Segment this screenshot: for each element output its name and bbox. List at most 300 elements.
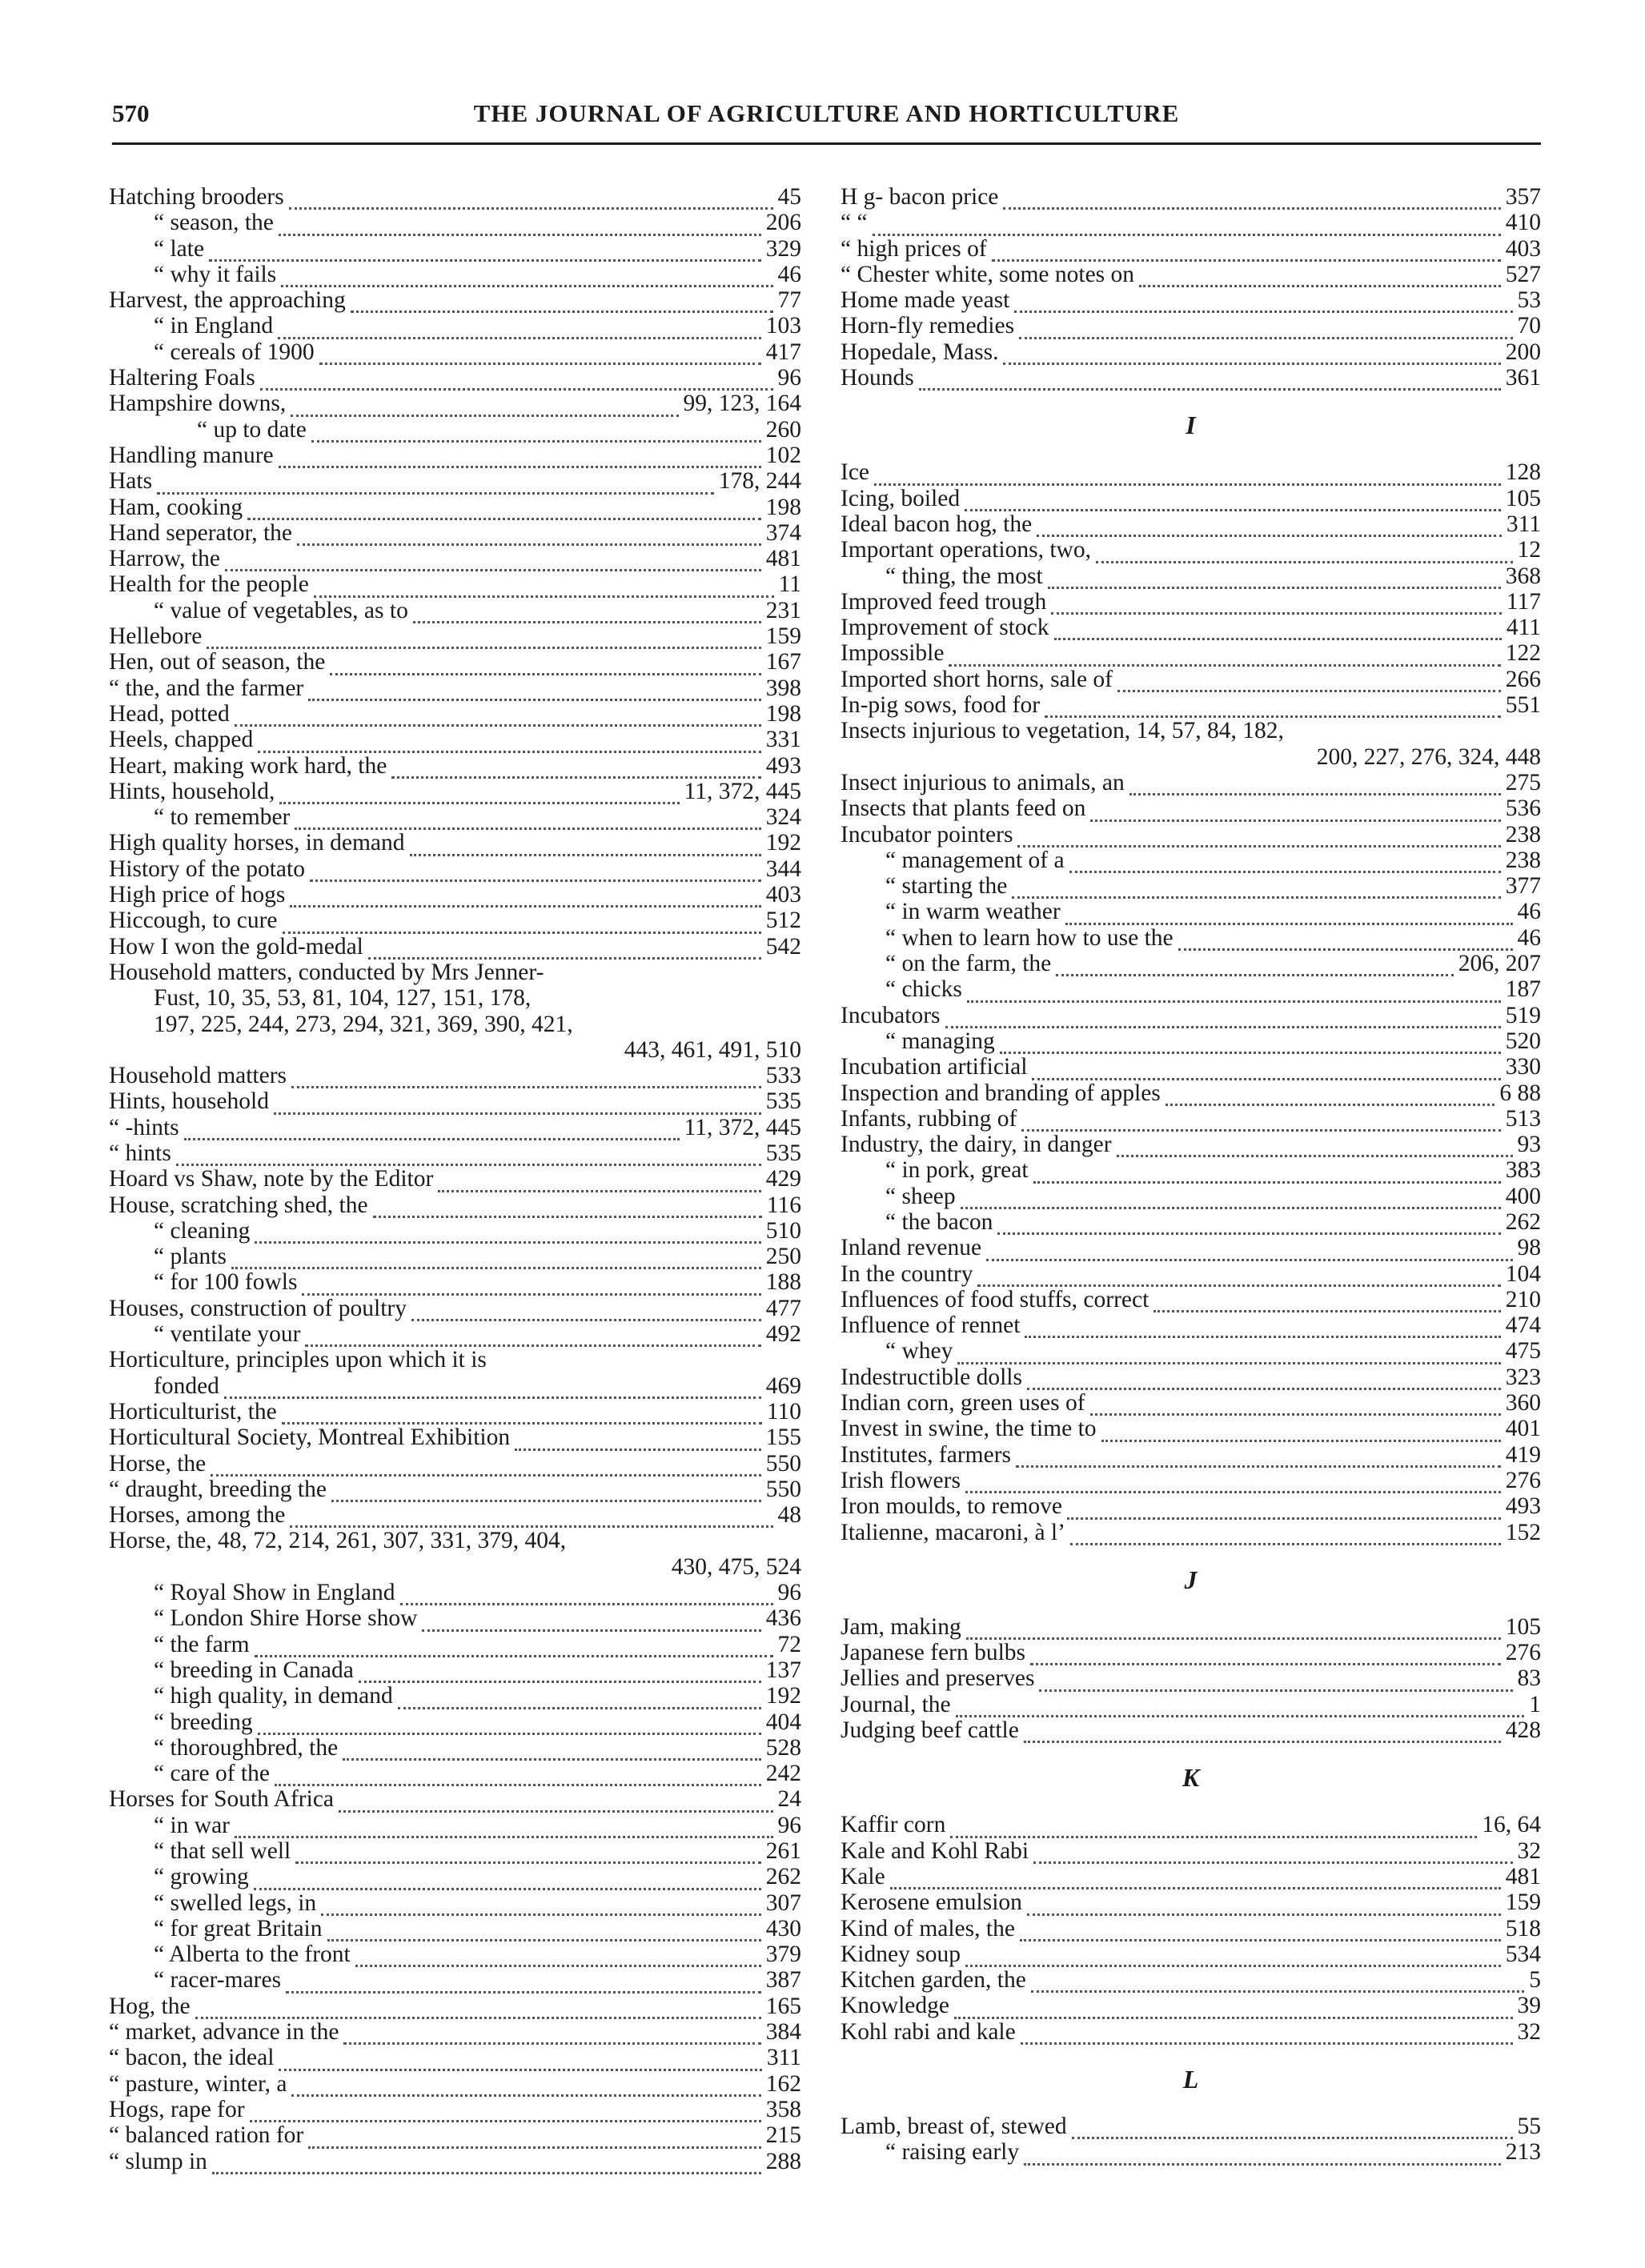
entry-text: Kidney soup (841, 1941, 961, 1967)
index-entry (109, 727, 801, 752)
entry-text: Hand seperator, the (109, 519, 292, 546)
entry-page-number: 400 (1505, 1183, 1541, 1209)
entry-page-number: 159 (765, 623, 801, 650)
index-entry (109, 701, 801, 727)
dot-leader (1017, 827, 1500, 847)
index-entry-continuation: 200, 227, 276, 324, 448 (1316, 743, 1541, 770)
index-entry (109, 365, 801, 391)
index-entry (109, 1063, 801, 1088)
entry-page-number: 46 (1517, 899, 1541, 925)
index-entry (109, 1347, 801, 1372)
entry-page-number: 96 (777, 365, 801, 391)
entry-page-number: 550 (765, 1450, 801, 1477)
entry-page-number: 165 (765, 1993, 801, 2019)
dot-leader (255, 1224, 760, 1244)
entry-page-number: 534 (1505, 1941, 1541, 1967)
index-entry (109, 2149, 801, 2174)
index-entry (841, 1080, 1541, 1106)
index-entry (841, 951, 1541, 976)
dot-leader (305, 1327, 760, 1347)
dot-leader (1054, 620, 1502, 640)
index-entry (841, 873, 1541, 899)
entry-page-number: 200 (1505, 339, 1541, 365)
dot-leader (278, 319, 761, 339)
index-entry (109, 649, 801, 675)
entry-page-number: 436 (765, 1605, 801, 1632)
index-entry (109, 1967, 801, 1993)
entry-text: In-pig sows, food for (841, 692, 1041, 719)
index-entry (109, 1683, 801, 1709)
entry-page-number: 12 (1517, 537, 1541, 563)
entry-page-number: 368 (1505, 563, 1541, 589)
index-entry (841, 459, 1541, 485)
entry-text: Heels, chapped (109, 727, 254, 753)
entry-page-number: 32 (1517, 1837, 1541, 1864)
entry-page-number: 70 (1517, 313, 1541, 339)
dot-leader (359, 1663, 761, 1683)
index-entry (109, 443, 801, 468)
dot-leader (1032, 1060, 1500, 1080)
entry-page-number: 344 (765, 856, 801, 882)
dot-leader (224, 1379, 761, 1399)
index-entry (109, 1941, 801, 1967)
entry-text: fonded (154, 1372, 219, 1399)
index-entry (109, 1657, 801, 1683)
entry-text: “ -hints (109, 1114, 179, 1140)
entry-text: High quality horses, in demand (109, 830, 405, 856)
entry-text: “ Royal Show in England (154, 1580, 395, 1606)
entry-text: “ market, advance in the (109, 2019, 339, 2046)
index-entry (109, 1451, 801, 1477)
dot-leader (1024, 2146, 1501, 2166)
index-entry (841, 1338, 1541, 1364)
entry-page-number: 330 (1505, 1054, 1541, 1080)
entry-page-number: 192 (765, 1683, 801, 1709)
dot-leader (1117, 1137, 1513, 1157)
entry-text: Judging beef cattle (841, 1717, 1019, 1744)
entry-page-number: 77 (777, 287, 801, 314)
entry-text: Lamb, breast of, stewed (841, 2114, 1067, 2139)
entry-text: “ “ (841, 210, 868, 236)
dot-leader (1056, 956, 1454, 976)
entry-page-number: 83 (1517, 1665, 1541, 1692)
entry-page-number: 238 (1505, 821, 1541, 847)
entry-text: Improved feed trough (841, 588, 1047, 615)
dot-leader (945, 1008, 1501, 1028)
entry-text: “ in war (154, 1812, 231, 1838)
entry-page-number: 261 (765, 1838, 801, 1864)
index-entry (109, 934, 801, 960)
dot-leader (961, 1189, 1501, 1209)
entry-page-number: 493 (765, 752, 801, 779)
entry-text: “ in pork, great (885, 1157, 1029, 1184)
index-entry (109, 1425, 801, 1450)
dot-leader (258, 1715, 761, 1735)
entry-text: “ racer-mares (154, 1967, 282, 1994)
index-entry (841, 1889, 1541, 1915)
index-entry (841, 1993, 1541, 2018)
entry-page-number: 542 (765, 933, 801, 960)
index-entry (109, 1166, 801, 1192)
index-entry (841, 1665, 1541, 1691)
dot-leader (275, 1766, 761, 1786)
index-entry (109, 1528, 801, 1553)
dot-leader (391, 759, 760, 779)
entry-page-number: 535 (765, 1088, 801, 1115)
section-letter: I (1186, 411, 1196, 440)
entry-text: “ growing (154, 1864, 249, 1890)
entry-text: High price of hogs (109, 882, 286, 908)
index-entry (841, 537, 1541, 563)
entry-text: “ balanced ration for (109, 2122, 304, 2149)
dot-leader (1014, 293, 1512, 313)
entry-page-number: 398 (765, 675, 801, 701)
dot-leader (351, 293, 773, 313)
index-entry (109, 1088, 801, 1114)
dot-leader (157, 475, 714, 495)
entry-text: “ London Shire Horse show (154, 1605, 418, 1632)
index-entry (109, 236, 801, 262)
dot-leader (290, 1508, 772, 1528)
entry-text: Influence of rennet (841, 1312, 1021, 1339)
entry-page-number: 250 (765, 1244, 801, 1270)
index-entry (841, 615, 1541, 640)
dot-leader (297, 526, 761, 546)
index-entry (841, 365, 1541, 391)
dot-leader (965, 1473, 1501, 1493)
index-entry (841, 210, 1541, 235)
entry-page-number: 358 (765, 2096, 801, 2122)
entry-text: Journal, the (841, 1691, 951, 1717)
dot-leader (1154, 1292, 1500, 1312)
dot-leader (411, 1301, 761, 1321)
dot-leader (1027, 1896, 1501, 1916)
index-entry (109, 1735, 801, 1761)
entry-page-number: 536 (1505, 795, 1541, 822)
entry-text: Insect injurious to animals, an (841, 769, 1125, 795)
entry-page-number: 357 (1505, 184, 1541, 210)
index-entry (109, 908, 801, 933)
dot-leader (438, 1172, 760, 1192)
dot-leader (274, 1095, 761, 1115)
entry-page-number: 96 (777, 1812, 801, 1838)
entry-text: “ management of a (885, 847, 1065, 873)
dot-leader (207, 629, 760, 649)
entry-text: “ breeding (154, 1709, 253, 1735)
entry-text: Hellebore (109, 623, 203, 650)
index-entry (109, 623, 801, 649)
entry-page-number: 311 (766, 2045, 801, 2071)
entry-text: Horses, among the (109, 1502, 286, 1529)
index-entry (841, 236, 1541, 262)
dot-leader (1031, 1973, 1524, 1993)
entry-page-number: 187 (1505, 976, 1541, 1003)
dot-leader (314, 578, 774, 598)
entry-page-number: 323 (1505, 1364, 1541, 1390)
dot-leader (410, 836, 761, 856)
entry-page-number: 102 (765, 442, 801, 468)
entry-page-number: 137 (765, 1657, 801, 1683)
entry-text: “ Chester white, some notes on (841, 261, 1135, 287)
entry-text: Knowledge (841, 1993, 949, 2019)
entry-page-number: 16, 64 (1482, 1812, 1541, 1838)
entry-page-number: 307 (765, 1889, 801, 1916)
index-entry (841, 1520, 1541, 1545)
dot-leader (195, 1999, 761, 2019)
dot-leader (413, 603, 761, 623)
dot-leader (1027, 1370, 1501, 1390)
entry-text: Kitchen garden, the (841, 1967, 1026, 1994)
entry-text: “ high quality, in demand (154, 1683, 393, 1709)
dot-leader (1016, 1448, 1501, 1468)
entry-page-number: 178, 244 (718, 468, 801, 495)
entry-page-number: 128 (1505, 459, 1541, 486)
dot-leader (965, 1947, 1501, 1967)
index-entry (841, 1364, 1541, 1390)
entry-text: Infants, rubbing of (841, 1105, 1017, 1132)
entry-text: “ value of vegetables, as to (154, 597, 408, 623)
entry-page-number: 379 (765, 1941, 801, 1968)
entry-page-number: 535 (765, 1140, 801, 1166)
entry-text: Horticulture, principles upon which it is (109, 1347, 487, 1373)
index-entry-continuation: 197, 225, 244, 273, 294, 321, 369, 390, 421, (154, 1011, 573, 1037)
index-entry (841, 1132, 1541, 1157)
entry-text: Hints, household (109, 1088, 269, 1115)
index-entry (109, 779, 801, 804)
entry-page-number: 477 (765, 1295, 801, 1321)
entry-page-number: 11, 372, 445 (684, 778, 801, 804)
index-entry (841, 486, 1541, 511)
index-entry (841, 2139, 1541, 2165)
dot-leader (1070, 1525, 1501, 1545)
entry-page-number: 105 (1505, 485, 1541, 511)
index-entry (841, 1442, 1541, 1468)
dot-leader (368, 940, 761, 960)
entry-text: Haltering Foals (109, 365, 255, 391)
index-entry (109, 1580, 801, 1605)
index-entry (841, 1028, 1541, 1054)
entry-page-number: 404 (765, 1709, 801, 1735)
entry-text: Industry, the dairy, in danger (841, 1132, 1112, 1158)
index-entry (841, 640, 1541, 666)
dot-leader (957, 1344, 1500, 1364)
entry-page-number: 155 (765, 1425, 801, 1451)
entry-text: Hints, household, (109, 778, 275, 804)
dot-leader (295, 1844, 761, 1864)
journal-title: THE JOURNAL OF AGRICULTURE AND HORTICULTURE (473, 99, 1180, 127)
entry-page-number: 238 (1505, 847, 1541, 873)
index-entry (109, 1115, 801, 1140)
entry-text: “ for great Britain (154, 1915, 323, 1941)
index-entry (841, 822, 1541, 847)
dot-leader (1030, 1645, 1501, 1665)
entry-text: Imported short horns, sale of (841, 666, 1113, 692)
dot-leader (235, 1818, 772, 1838)
entry-page-number: 492 (765, 1321, 801, 1348)
index-entry (109, 1373, 801, 1399)
dot-leader (209, 242, 761, 262)
entry-page-number: 518 (1505, 1915, 1541, 1941)
entry-page-number: 288 (765, 2148, 801, 2174)
dot-leader (1067, 1500, 1501, 1520)
entry-page-number: 428 (1505, 1717, 1541, 1744)
index-entry (109, 287, 801, 313)
dot-leader (890, 1869, 1501, 1889)
entry-page-number: 387 (765, 1967, 801, 1994)
entry-page-number: 329 (765, 235, 801, 262)
dot-leader (1021, 2025, 1513, 2045)
dot-leader (339, 1793, 772, 1813)
entry-text: Insects injurious to vegetation, 14, 57, 84, 182, (841, 718, 1284, 744)
entry-page-number: 276 (1505, 1640, 1541, 1666)
dot-leader (373, 1198, 762, 1218)
index-entry (841, 1916, 1541, 1941)
entry-page-number: 188 (765, 1269, 801, 1296)
entry-text: Horn-fly remedies (841, 313, 1015, 339)
entry-text: “ season, the (154, 210, 274, 236)
entry-page-number: 72 (777, 1631, 801, 1657)
index-entry (109, 753, 801, 779)
entry-page-number: 266 (1505, 666, 1541, 692)
entry-page-number: 210 (1505, 1286, 1541, 1312)
index-entry-continuation: 443, 461, 491, 510 (624, 1036, 801, 1063)
dot-leader (873, 216, 1501, 236)
entry-text: “ that sell well (154, 1838, 291, 1864)
entry-page-number: 429 (765, 1166, 801, 1192)
index-entry (841, 1287, 1541, 1312)
entry-text: Household matters (109, 1063, 287, 1089)
index-entry (841, 1261, 1541, 1287)
dot-leader (1019, 319, 1512, 339)
entry-text: “ the bacon (885, 1208, 993, 1235)
entry-page-number: 110 (766, 1398, 801, 1425)
index-entry (109, 856, 801, 882)
index-entry (841, 1614, 1541, 1640)
dot-leader (212, 2154, 761, 2174)
index-entry (109, 1761, 801, 1786)
dot-leader (176, 1146, 761, 1166)
entry-page-number: 384 (765, 2019, 801, 2046)
entry-text: H g- bacon price (841, 184, 999, 210)
entry-text: “ when to learn how to use the (885, 924, 1174, 951)
entry-page-number: 6 88 (1499, 1080, 1541, 1106)
dot-leader (308, 2129, 761, 2149)
entry-page-number: 5 (1529, 1967, 1541, 1994)
entry-page-number: 48 (777, 1502, 801, 1529)
entry-text: Iron moulds, to remove (841, 1493, 1062, 1520)
entry-page-number: 152 (1505, 1519, 1541, 1545)
section-letter: L (1182, 2065, 1199, 2094)
entry-page-number: 360 (1505, 1390, 1541, 1416)
index-entry (109, 598, 801, 623)
entry-text: Inland revenue (841, 1235, 982, 1261)
dot-leader (1178, 931, 1513, 951)
dot-leader (279, 216, 761, 236)
index-entry (109, 1477, 801, 1502)
entry-page-number: 419 (1505, 1441, 1541, 1468)
entry-text: “ hints (109, 1140, 171, 1166)
entry-page-number: 361 (1505, 365, 1541, 391)
dot-leader (956, 1697, 1525, 1717)
index-entry (841, 287, 1541, 313)
entry-text: Ham, cooking (109, 494, 243, 520)
entry-text: Incubation artificial (841, 1054, 1028, 1080)
entry-page-number: 99, 123, 164 (683, 391, 801, 417)
index-column-left (109, 184, 801, 2174)
index-entry (841, 795, 1541, 821)
index-entry (109, 2045, 801, 2070)
entry-text: Important operations, two, (841, 537, 1091, 563)
entry-text: Handling manure (109, 442, 274, 468)
dot-leader (310, 862, 761, 882)
entry-text: Hen, out of season, the (109, 649, 326, 675)
entry-page-number: 162 (765, 2070, 801, 2097)
entry-page-number: 260 (765, 416, 801, 443)
dot-leader (400, 1585, 773, 1605)
index-entry (109, 1813, 801, 1838)
dot-leader (1045, 698, 1501, 718)
index-entry (841, 718, 1541, 743)
entry-page-number: 475 (1505, 1338, 1541, 1364)
entry-text: “ for 100 fowls (154, 1269, 298, 1296)
index-entry (841, 1493, 1541, 1519)
index-entry (109, 1890, 801, 1916)
index-entry (841, 2114, 1541, 2139)
entry-text: Inspection and branding of apples (841, 1080, 1161, 1106)
entry-text: Household matters, conducted by Mrs Jenner- (109, 959, 544, 985)
dot-leader (302, 1276, 760, 1296)
index-entry (109, 417, 801, 443)
entry-page-number: 417 (765, 339, 801, 365)
dot-leader (1051, 595, 1502, 615)
index-entry (109, 262, 801, 287)
entry-text: “ pasture, winter, a (109, 2070, 287, 2097)
entry-text: Hogs, rape for (109, 2096, 245, 2122)
entry-page-number: 192 (765, 830, 801, 856)
index-entry (841, 1003, 1541, 1028)
dot-leader (291, 1068, 761, 1088)
dot-leader (331, 1482, 761, 1502)
index-entry (109, 675, 801, 701)
index-entry (841, 1209, 1541, 1235)
entry-text: “ chicks (885, 976, 962, 1003)
entry-page-number: 551 (1505, 692, 1541, 719)
entry-page-number: 206, 207 (1458, 951, 1541, 977)
index-entry (841, 1941, 1541, 1967)
entry-text: Kerosene emulsion (841, 1889, 1022, 1916)
entry-page-number: 213 (1505, 2139, 1541, 2166)
dot-leader (1117, 672, 1501, 692)
entry-text: “ thing, the most (885, 563, 1043, 589)
index-entry-continuation: 430, 475, 524 (671, 1553, 801, 1580)
index-entry (841, 925, 1541, 951)
index-entry (841, 313, 1541, 339)
index-entry (109, 1192, 801, 1218)
entry-text: Incubators (841, 1002, 941, 1028)
entry-text: “ cereals of 1900 (154, 339, 315, 365)
index-entry (109, 1786, 801, 1812)
entry-text: Japanese fern bulbs (841, 1640, 1026, 1666)
entry-text: “ late (154, 235, 205, 262)
dot-leader (279, 448, 761, 468)
index-entry (109, 184, 801, 210)
entry-page-number: 469 (765, 1372, 801, 1399)
index-entry (841, 262, 1541, 287)
dot-leader (986, 1241, 1512, 1261)
dot-leader (255, 1637, 773, 1657)
entry-page-number: 401 (1505, 1416, 1541, 1442)
entry-page-number: 122 (1505, 640, 1541, 667)
